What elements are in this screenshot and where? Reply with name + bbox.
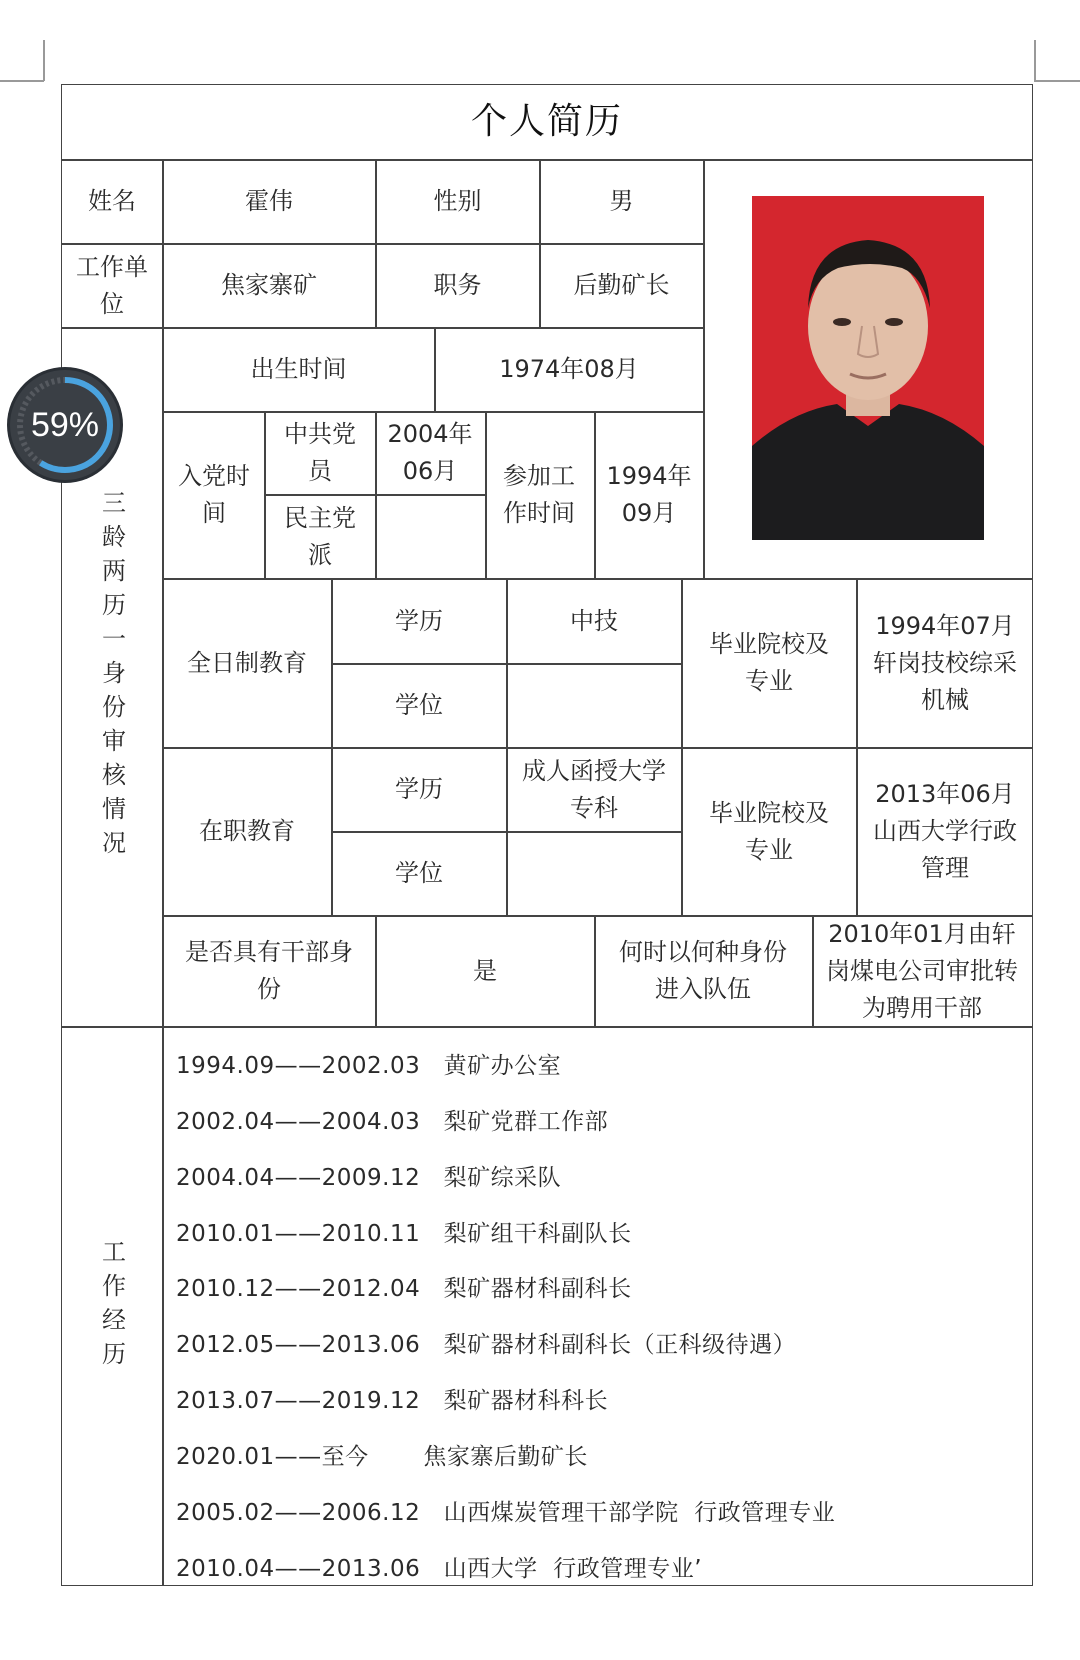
table-rule bbox=[812, 915, 814, 1026]
work-history-item bbox=[176, 1382, 608, 1415]
work-period: 2004.04——2009.12 bbox=[176, 1165, 421, 1191]
value-onjob-degree bbox=[507, 832, 681, 915]
label-birth: 出生时间 bbox=[250, 355, 347, 383]
work-desc: 梨矿党群工作部 bbox=[443, 1109, 609, 1135]
work-desc: 山西煤炭管理干部学院 行政管理专业 bbox=[443, 1500, 836, 1526]
value-fulltime-school: 1994年07月轩岗技校综采机械 bbox=[873, 611, 1017, 714]
value-fulltime-degree bbox=[507, 664, 681, 747]
value-onjob-level: 成人函授大学 专科 bbox=[522, 756, 666, 822]
label-work-history-section bbox=[62, 1027, 162, 1586]
crop-mark bbox=[43, 40, 45, 81]
label-onjob-edu: 在职教育 bbox=[199, 817, 295, 845]
table-rule bbox=[594, 915, 596, 1026]
label-fulltime-edu: 全日制教育 bbox=[187, 648, 307, 677]
work-history-item bbox=[176, 1159, 561, 1192]
work-period: 2002.04——2004.03 bbox=[176, 1109, 421, 1135]
work-period: 2012.05——2013.06 bbox=[176, 1332, 421, 1358]
label-onjob-level: 学历 bbox=[395, 775, 443, 803]
label-party-time: 入党时间 bbox=[178, 462, 250, 527]
work-history-item bbox=[176, 1215, 632, 1248]
label-party-ccp: 中共党员 bbox=[284, 420, 356, 485]
work-history-item bbox=[176, 1494, 835, 1527]
work-period: 2010.01——2010.11 bbox=[176, 1221, 421, 1247]
label-fulltime-level: 学历 bbox=[395, 606, 443, 635]
crop-mark bbox=[0, 80, 44, 82]
work-period: 2020.01——至今 bbox=[176, 1444, 369, 1470]
label-name: 姓名 bbox=[88, 187, 136, 215]
value-gender: 男 bbox=[609, 187, 634, 215]
work-history-item bbox=[176, 1103, 608, 1136]
portrait-photo bbox=[752, 196, 984, 540]
table-rule bbox=[681, 578, 683, 915]
crop-mark bbox=[1034, 80, 1080, 82]
work-period: 2013.07——2019.12 bbox=[176, 1388, 421, 1414]
work-desc: 梨矿综采队 bbox=[443, 1165, 562, 1191]
table-rule bbox=[485, 411, 487, 578]
value-party-democratic-date bbox=[384, 495, 476, 578]
work-history-item bbox=[176, 1438, 588, 1471]
label-employer: 工作单位 bbox=[76, 252, 148, 318]
work-desc: 焦家寨后勤矿长 bbox=[423, 1444, 588, 1470]
work-history-item bbox=[176, 1326, 796, 1359]
value-work-start: 1994年09月 bbox=[606, 462, 692, 527]
work-desc: 山西大学 行政管理专业’ bbox=[443, 1556, 703, 1582]
label-fulltime-degree: 学位 bbox=[395, 691, 443, 719]
value-cadre-how: 2010年01月由轩岗煤电公司审批转为聘用干部 bbox=[826, 919, 1018, 1022]
work-desc: 黄矿办公室 bbox=[443, 1053, 562, 1079]
work-history-item bbox=[176, 1270, 632, 1303]
value-party-ccp-date: 2004年06月 bbox=[387, 420, 473, 485]
table-rule bbox=[856, 578, 858, 915]
page-title: 个人简历 bbox=[470, 101, 623, 142]
work-period: 1994.09——2002.03 bbox=[176, 1053, 421, 1079]
work-desc: 梨矿器材科副科长（正科级待遇） bbox=[443, 1332, 797, 1358]
work-desc: 梨矿器材科副科长 bbox=[443, 1276, 632, 1302]
value-fulltime-level: 中技 bbox=[570, 606, 618, 635]
label-work-start: 参加工作时间 bbox=[503, 462, 575, 527]
table-rule bbox=[703, 159, 705, 578]
value-birth: 1974年08月 bbox=[499, 355, 639, 383]
table-rule bbox=[375, 411, 377, 578]
label-fulltime-school: 毕业院校及专业 bbox=[709, 630, 829, 695]
work-period: 2010.12——2012.04 bbox=[176, 1276, 421, 1302]
value-onjob-school: 2013年06月山西大学行政管理 bbox=[873, 780, 1017, 882]
work-period: 2010.04——2013.06 bbox=[176, 1556, 421, 1582]
label-onjob-school: 毕业院校及专业 bbox=[709, 798, 829, 864]
work-history-item bbox=[176, 1047, 561, 1080]
work-history-label-text: 工作经历 bbox=[97, 1238, 126, 1375]
section-label-text: 三龄两历一身份审核情况 bbox=[97, 490, 126, 864]
portrait-icon bbox=[752, 196, 984, 540]
progress-badge[interactable] bbox=[10, 370, 120, 480]
label-onjob-degree: 学位 bbox=[395, 859, 443, 887]
value-position: 后勤矿长 bbox=[573, 271, 670, 299]
table-rule bbox=[264, 411, 266, 578]
work-desc: 梨矿器材科科长 bbox=[443, 1388, 609, 1414]
work-period: 2005.02——2006.12 bbox=[176, 1500, 421, 1526]
value-employer: 焦家寨矿 bbox=[221, 271, 317, 299]
label-cadre: 是否具有干部身份 bbox=[185, 938, 353, 1003]
work-history-item bbox=[176, 1550, 702, 1583]
label-party-democratic: 民主党派 bbox=[284, 503, 356, 569]
table-rule bbox=[594, 411, 596, 578]
crop-mark bbox=[1034, 40, 1036, 81]
progress-text: 59% bbox=[30, 405, 100, 444]
value-name: 霍伟 bbox=[245, 187, 293, 215]
value-cadre: 是 bbox=[473, 956, 497, 985]
label-cadre-how: 何时以何种身份进入队伍 bbox=[619, 938, 787, 1003]
label-gender: 性别 bbox=[433, 187, 482, 215]
work-desc: 梨矿组干科副队长 bbox=[443, 1221, 632, 1247]
label-position: 职务 bbox=[433, 271, 482, 299]
